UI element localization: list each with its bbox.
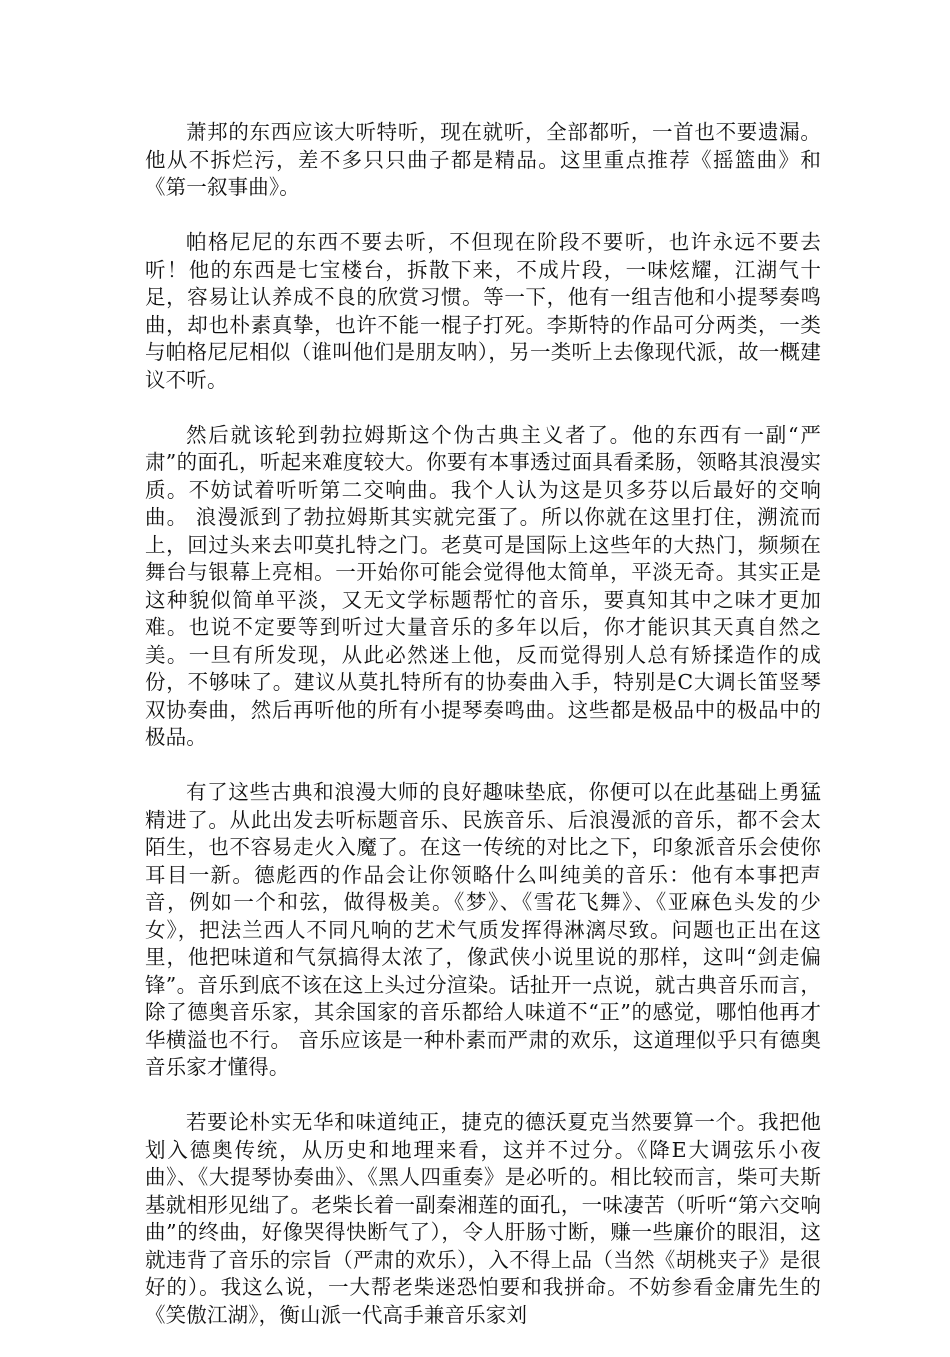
paragraph-dvorak: 若要论朴实无华和味道纯正，捷克的德沃夏克当然要算一个。我把他划入德奥传统，从历史和地理来看，这并不过分。《降E大调弦乐小夜曲》、《大提琴协奏曲》、《黑人四重奏》是必听的。相比较而言，柴可夫斯基就相形见绌了。老柴长着一副秦湘莲的面孔，一味凄苦（听听“第六交响曲”的终曲，好像哭得快断气了），令人肝肠寸断，赚一些廉价的眼泪，这就违背了音乐的宗旨（严肃的欢乐），入不得上品（当然《胡桃夹子》是很好的）。我这么说，一大帮老柴迷恐怕要和我拼命。不妨参看金庸先生的《笑傲江湖》，衡山派一代高手兼音乐家刘 xyxy=(145,1110,821,1327)
document-body xyxy=(145,119,821,1357)
paragraph-brahms-mozart: 然后就该轮到勃拉姆斯这个伪古典主义者了。他的东西有一副“严肃”的面孔，听起来难度较大。你要有本事透过面具看柔肠，领略其浪漫实质。不妨试着听听第二交响曲。我个人认为这是贝多芬以后最好的交响曲。 浪漫派到了勃拉姆斯其实就完蛋了。所以你就在这里打住，溯流而上，回过头来去叩莫扎特之门。老莫可是国际上这些年的大热门，频频在舞台与银幕上亮相。一开始你可能会觉得他太简单，平淡无奇。其实正是这种貌似简单平淡，又无文学标题帮忙的音乐，要真知其中之味才更加难。也说不定要等到听过大量音乐的多年以后，你才能识其天真自然之美。一旦有所发现，从此必然迷上他，反而觉得别人总有矫揉造作的成份，不够味了。建议从莫扎特所有的协奏曲入手，特别是C大调长笛竖琴双协奏曲，然后再听他的所有小提琴奏鸣曲。这些都是极品中的极品中的极品。 xyxy=(145,422,821,749)
paragraph-chopin: 萧邦的东西应该大听特听，现在就听，全部都听，一首也不要遗漏。他从不拆烂污，差不多只只曲子都是精品。这里重点推荐《摇篮曲》和《第一叙事曲》。 xyxy=(145,120,821,199)
paragraph-paganini: 帕格尼尼的东西不要去听，不但现在阶段不要听，也许永远不要去听！他的东西是七宝楼台，拆散下来，不成片段，一味炫耀，江湖气十足，容易让认养成不良的欣赏习惯。等一下，他有一组吉他和小提琴奏鸣曲，却也朴素真挚，也许不能一棍子打死。李斯特的作品可分两类，一类与帕格尼尼相似（谁叫他们是朋友呐），另一类听上去像现代派，故一概建议不听。 xyxy=(145,230,821,392)
paragraph-impressionism: 有了这些古典和浪漫大师的良好趣味垫底，你便可以在此基础上勇猛精进了。从此出发去听标题音乐、民族音乐、后浪漫派的音乐，都不会太陌生，也不容易走火入魔了。在这一传统的对比之下，印象派音乐会使你耳目一新。德彪西的作品会让你领略什么叫纯美的音乐：他有本事把声音，例如一个和弦，做得极美。《梦》、《雪花飞舞》、《亚麻色头发的少女》，把法兰西人不同凡响的艺术气质发挥得淋漓尽致。问题也正出在这里，他把味道和气氛搞得太浓了，像武侠小说里说的那样，这叫“剑走偏锋”。音乐到底不该在这上头过分渲染。话扯开一点说，就古典音乐而言，除了德奥音乐家，其余国家的音乐都给人味道不“正”的感觉，哪怕他再才华横溢也不行。 音乐应该是一种朴素而严肃的欢乐，这道理似乎只有德奥音乐家才懂得。 xyxy=(145,780,821,1079)
